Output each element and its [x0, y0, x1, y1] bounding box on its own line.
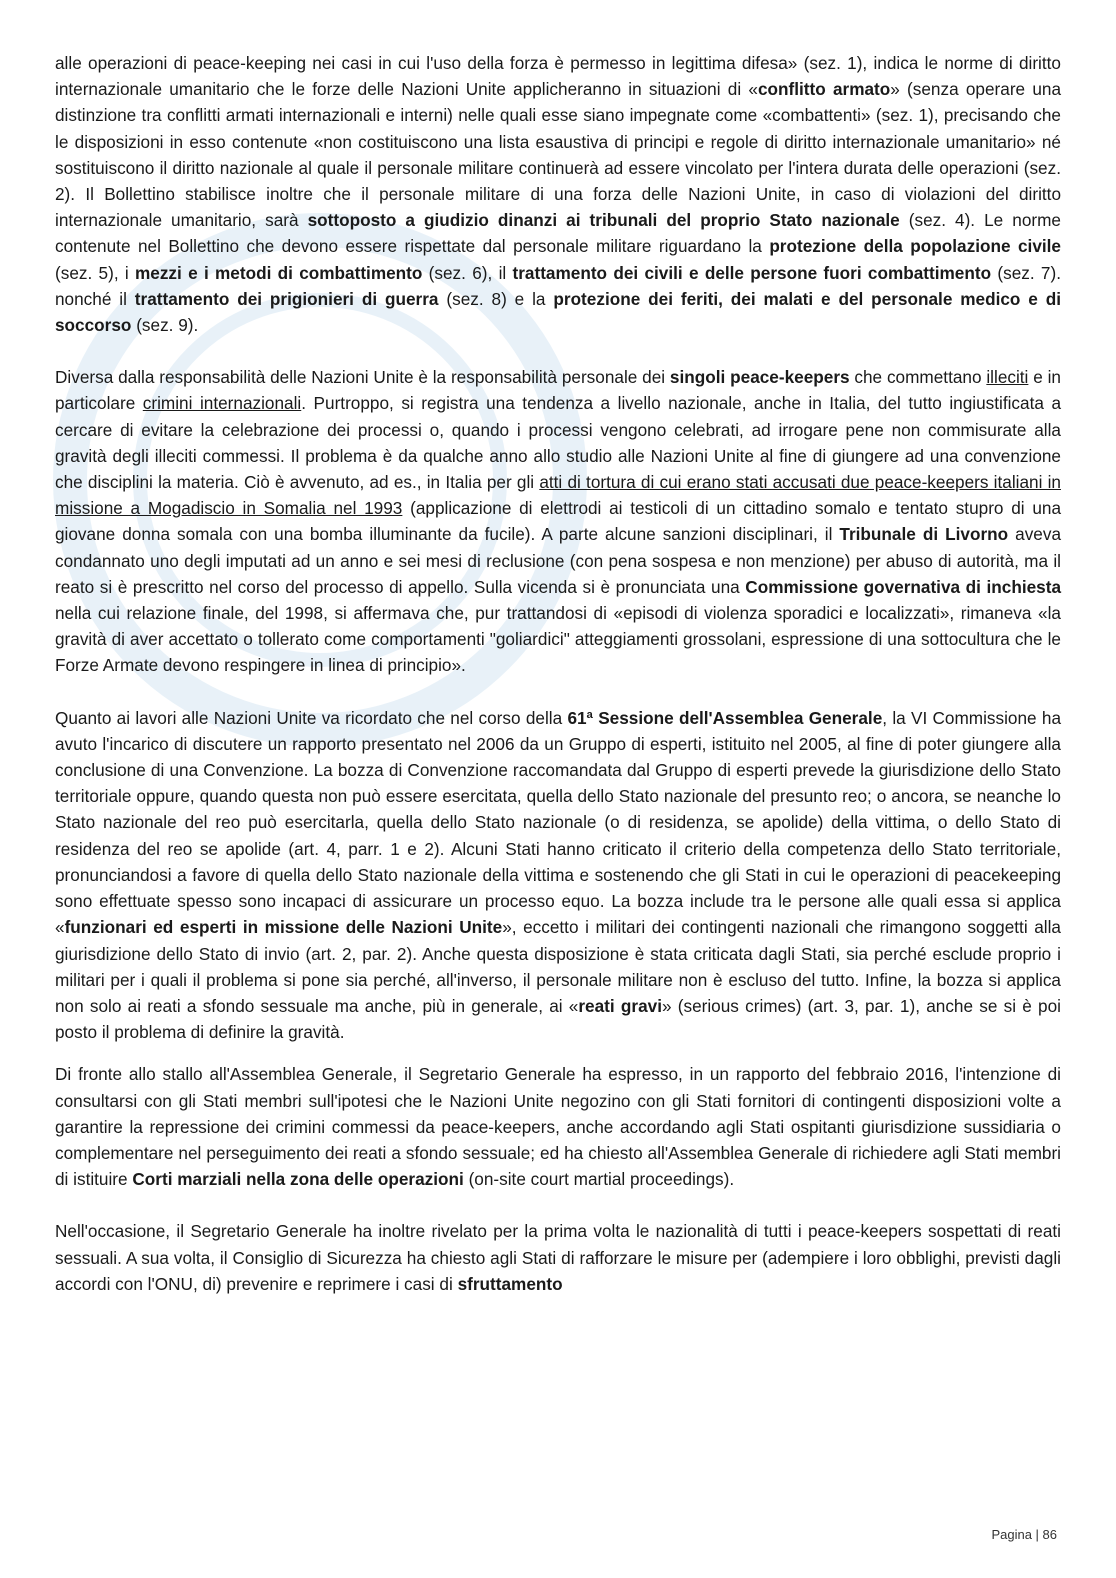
- text-run: aveva condannato uno degli imputati ad un anno e sei mesi di reclusione (con pena sospesa e non menzione) per abuso di autorità, ma il reato si è prescritto nel corso del processo di appello. Sulla vicenda si è pronunciata una: [55, 524, 1062, 597]
- text-run: (sez. 7). nonché il: [55, 262, 1061, 309]
- bold-text-run: Corti marziali nella zona delle operazioni: [132, 1169, 464, 1190]
- text-run: » (serious crimes) (art. 3, par. 1), anche se si è poi posto il problema di definire la gravità.: [55, 995, 1061, 1043]
- text-run: . Purtroppo, si registra una tendenza a livello nazionale, anche in Italia, del tutto ingiustificata a cercare di evitare la celebrazione dei processi o, quando i processi vengono celebrati, ad irrogare pene non commisurate alla gravità degli illeciti commessi. Il problema è da qualche anno allo studio alle Nazioni Unite al fine di giungere ad una convenzione che disciplini la materia. Ciò è avvenuto, ad es., in Italia per gli: [55, 393, 1062, 493]
- bold-text-run: conflitto armato: [757, 79, 891, 100]
- text-run: (applicazione di elettrodi ai testicoli di un cittadino somalo e tentato stupro di una giovane donna somala con una bomba illuminante da fucile). A parte alcune sanzioni disciplinari, il: [55, 498, 1062, 545]
- text-run: (sez. 6), il: [422, 262, 513, 283]
- paragraph-responsabilita-personale: [55, 364, 1061, 678]
- text-run: Quanto ai lavori alle Nazioni Unite va ricordato che nel corso della: [55, 707, 568, 728]
- text-run: (sez. 4). Le norme contenute nel Bollettino che devono essere rispettate dal personale militare riguardano la: [55, 210, 1061, 257]
- bold-text-run: Tribunale di Livorno: [839, 524, 1009, 545]
- paragraph-nazionalita-peacekeepers: [55, 1218, 1061, 1297]
- text-run: Nell'occasione, il Segretario Generale ha inoltre rivelato per la prima volta le nazionalità di tutti i peace-keepers sospettati di reati sessuali. A sua volta, il Consiglio di Sicurezza ha chiesto agli Stati di rafforzare le misure per (adempiere i loro obblighi, previsti dagli accordi con l'ONU, di) prevenire e reprimere i casi di: [55, 1221, 1061, 1294]
- underlined-text-run: illeciti: [986, 367, 1029, 388]
- bold-text-run: Commissione governativa di inchiesta: [745, 576, 1062, 597]
- bold-text-run: trattamento dei civili e delle persone fuori combattimento: [512, 262, 992, 283]
- page-number: Pagina | 86: [991, 1527, 1057, 1542]
- text-run: , la VI Commissione ha avuto l'incarico di discutere un rapporto presentato nel 2006 da un Gruppo di esperti, istituito nel 2005, al fine di poter giungere alla conclusione di una Convenzione. La bozza di Convenzione raccomandata dal Gruppo di esperti prevede la giurisdizione dello Stato territoriale oppure, quando questa non può essere esercitata, quella dello Stato nazionale del presunto reo; o ancora, se neanche lo Stato nazionale del reo può esercitarla, quella dello Stato nazionale (o di residenza, se apolide) della vittima, o dello Stato di residenza del reo se apolide (art. 4, parr. 1 e 2). Alcuni Stati hanno criticato il criterio della competenza dello Stato territoriale, pronunciandosi a favore di quella dello Stato nazionale della vittima e sostenendo che gli Stati in cui le operazioni di peacekeeping sono effettuate spesso sono incapaci di assicurare un processo equo. La bozza include tra le persone alle quali essa si applica «: [55, 707, 1062, 938]
- text-run: » (senza operare una distinzione tra conflitti armati internazionali e interni) nelle quali esse siano impegnate come «combattenti» (sez. 1), precisando che le disposizioni in esso contenute «non costituiscono una lista esaustiva di principi e regole di diritto internazionale umanitario» né sostituiscono il diritto nazionale al quale il personale militare continuerà ad essere vincolato per l'intera durata delle operazioni (sez. 2). Il Bollettino stabilisce inoltre che il personale militare di una forza delle Nazioni Unite, in caso di violazioni del diritto internazionale umanitario, sarà: [55, 79, 1061, 231]
- bold-text-run: mezzi e i metodi di combattimento: [135, 262, 423, 283]
- text-run: che commettano: [849, 367, 987, 388]
- text-run: alle operazioni di peace-keeping nei casi in cui l'uso della forza è permesso in legittima difesa» (sez. 1), indica le norme di diritto internazionale umanitario che le forze delle Nazioni Unite applicheranno in situazioni di «: [55, 53, 1061, 100]
- paragraph-bollettino: [55, 50, 1061, 338]
- bold-text-run: trattamento dei prigionieri di guerra: [134, 288, 439, 309]
- text-run: (sez. 5), i: [55, 262, 135, 283]
- bold-text-run: protezione della popolazione civile: [769, 236, 1061, 257]
- text-run: (sez. 8) e la: [438, 288, 554, 309]
- text-run: e in particolare: [55, 367, 1061, 414]
- text-run: nella cui relazione finale, del 1998, si affermava che, pur trattandosi di «episodi di violenza sporadici e localizzati», rimaneva «la gravità di aver accettato o tollerato come comportamenti "goliardici" atteggiamenti grossolani, espressione di una sottocultura che le Forze Armate devono respingere in linea di principio».: [55, 603, 1061, 676]
- bold-text-run: sottoposto a giudizio dinanzi ai tribunali del proprio Stato nazionale: [307, 210, 900, 231]
- text-run: Di fronte allo stallo all'Assemblea Generale, il Segretario Generale ha espresso, in un rapporto del febbraio 2016, l'intenzione di consultarsi con gli Stati membri sull'ipotesi che le Nazioni Unite negozino con gli Stati fornitori di contingenti disposizioni volte a garantire la repressione dei crimini commessi da peace-keepers, anche accordando agli Stati ospitanti giurisdizione sussidiaria o complementare nel perseguimento dei reati a sfondo sessuale; ed ha chiesto all'Assemblea Generale di richiedere agli Stati membri di istituire: [55, 1064, 1061, 1190]
- bold-text-run: sfruttamento: [457, 1273, 563, 1294]
- paragraph-segretario-generale: [55, 1061, 1061, 1192]
- bold-text-run: 61ª Sessione dell'Assemblea Generale: [567, 707, 883, 728]
- text-run: Diversa dalla responsabilità delle Nazioni Unite è la responsabilità personale dei: [55, 367, 670, 388]
- bold-text-run: reati gravi: [578, 995, 662, 1016]
- text-run: », eccetto i militari dei contingenti nazionali che rimangono soggetti alla giurisdizione dello Stato di invio (art. 2, par. 2). Anche questa disposizione è stata criticata dagli Stati, sia perché esclude proprio i militari per i quali il problema si pone sia perché, all'inverso, il personale militare non è escluso del tutto. Infine, la bozza si applica non solo ai reati a sfondo sessuale ma anche, più in generale, ai «: [55, 917, 1061, 1016]
- underlined-text-run: atti di tortura di cui erano stati accusati due peace-keepers italiani in missione a Mogadiscio in Somalia nel 1993: [55, 472, 1061, 519]
- text-run: (sez. 9).: [131, 315, 199, 336]
- underlined-text-run: crimini internazionali: [142, 393, 302, 414]
- bold-text-run: funzionari ed esperti in missione delle Nazioni Unite: [64, 917, 503, 938]
- bold-text-run: protezione dei feriti, dei malati e del personale medico e di soccorso: [55, 288, 1062, 336]
- bold-text-run: singoli peace-keepers: [669, 367, 850, 388]
- paragraph-lavori-nazioni-unite: [55, 705, 1061, 1046]
- text-run: (on-site court martial proceedings).: [463, 1169, 735, 1190]
- document-page: [55, 50, 1061, 1297]
